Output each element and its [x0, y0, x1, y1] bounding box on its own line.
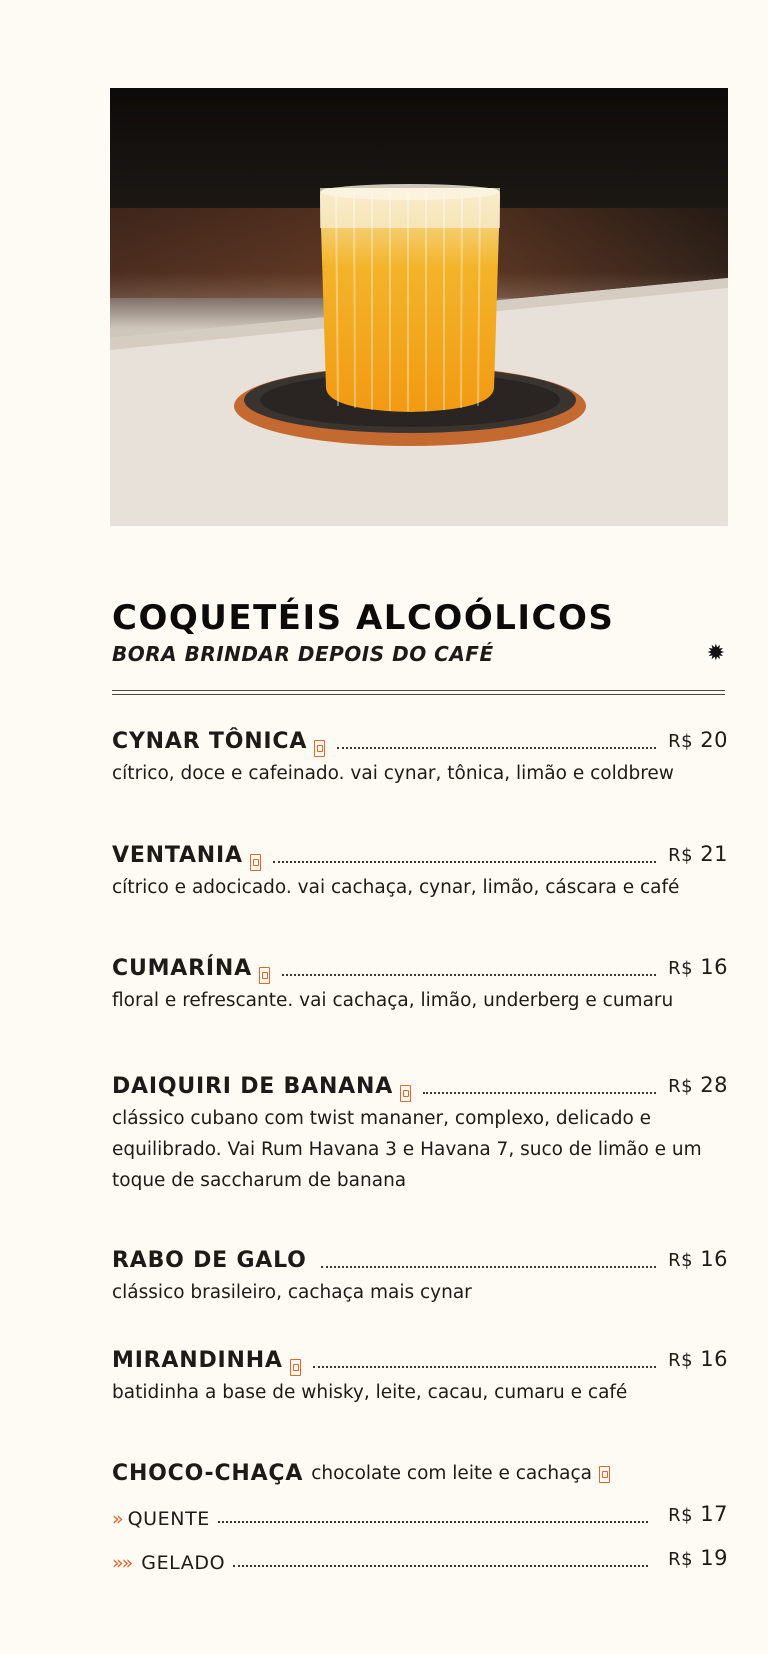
- cocktail-photo: [110, 88, 728, 526]
- star-icon: ✹: [706, 641, 725, 666]
- section-subtitle: BORA BRINDAR DEPOIS DO CAFÉ: [112, 642, 494, 666]
- item-price: R$ 16: [668, 955, 728, 979]
- menu-item-cumarina: [112, 953, 728, 1016]
- dot-leader: [282, 974, 656, 976]
- option-price: R$ 17: [668, 1502, 728, 1526]
- item-price: R$ 20: [668, 728, 728, 752]
- item-price: R$ 16: [668, 1247, 728, 1271]
- item-name: CUMARÍNA: [112, 956, 252, 981]
- item-name: RABO DE GALO: [112, 1248, 307, 1273]
- option-quente: [112, 1500, 728, 1530]
- item-description: cítrico e adocicado. vai cachaça, cynar, limão, cáscara e café: [112, 877, 680, 898]
- option-name: GELADO: [141, 1552, 226, 1574]
- option-gelado: [112, 1544, 728, 1574]
- item-price: R$ 16: [668, 1347, 728, 1371]
- item-price: R$ 21: [668, 842, 728, 866]
- section-header: [112, 596, 725, 666]
- item-description: cítrico, doce e cafeinado. vai cynar, tônica, limão e coldbrew: [112, 763, 674, 784]
- menu-item-mirandinha: [112, 1345, 728, 1408]
- cocktail-photo-icon: [110, 88, 728, 526]
- dot-leader: [233, 1565, 648, 1567]
- divider: [112, 690, 725, 691]
- dot-leader: [218, 1521, 648, 1523]
- dot-leader: [273, 861, 656, 863]
- coffee-tag-icon: [250, 854, 261, 871]
- dot-leader: [313, 1366, 656, 1368]
- option-name: QUENTE: [127, 1508, 210, 1530]
- divider: [112, 694, 725, 695]
- menu-item-ventania: [112, 840, 728, 903]
- item-name: VENTANIA: [112, 843, 243, 868]
- item-name: CYNAR TÔNICA: [112, 729, 308, 754]
- item-description: chocolate com leite e cachaça: [311, 1462, 592, 1484]
- item-description: batidinha a base de whisky, leite, cacau, cumaru e café: [112, 1382, 628, 1403]
- item-name: MIRANDINHA: [112, 1348, 283, 1373]
- coffee-tag-icon: [290, 1359, 301, 1376]
- menu-item-rabo-de-galo: [112, 1245, 728, 1308]
- item-description: clássico brasileiro, cachaça mais cynar: [112, 1282, 472, 1303]
- section-title: COQUETÉIS ALCOÓLICOS: [112, 598, 615, 638]
- menu-item-cynar-tonica: [112, 726, 728, 789]
- item-description: clássico cubano com twist mananer, complexo, delicado e equilibrado. Vai Rum Havana 3 e Havana 7, suco de limão e um toque de saccharum de banana: [112, 1108, 702, 1191]
- item-price: R$ 28: [668, 1073, 728, 1097]
- coffee-tag-icon: [400, 1085, 411, 1102]
- menu-item-choco-chaca: [112, 1456, 728, 1574]
- dot-leader: [321, 1266, 656, 1268]
- menu-item-daiquiri-de-banana: [112, 1071, 728, 1196]
- chevron-right-icon: »»: [112, 1552, 132, 1574]
- item-name: CHOCO-CHAÇA: [112, 1460, 304, 1486]
- option-price: R$ 19: [668, 1546, 728, 1570]
- coffee-tag-icon: [599, 1466, 610, 1483]
- coffee-tag-icon: [259, 967, 270, 984]
- dot-leader: [423, 1092, 656, 1094]
- item-name: DAIQUIRI DE BANANA: [112, 1074, 394, 1099]
- chevron-right-icon: »: [112, 1508, 122, 1530]
- coffee-tag-icon: [314, 740, 325, 757]
- subtitle-row: [112, 642, 725, 666]
- dot-leader: [337, 747, 656, 749]
- item-description: floral e refrescante. vai cachaça, limão, underberg e cumaru: [112, 990, 674, 1011]
